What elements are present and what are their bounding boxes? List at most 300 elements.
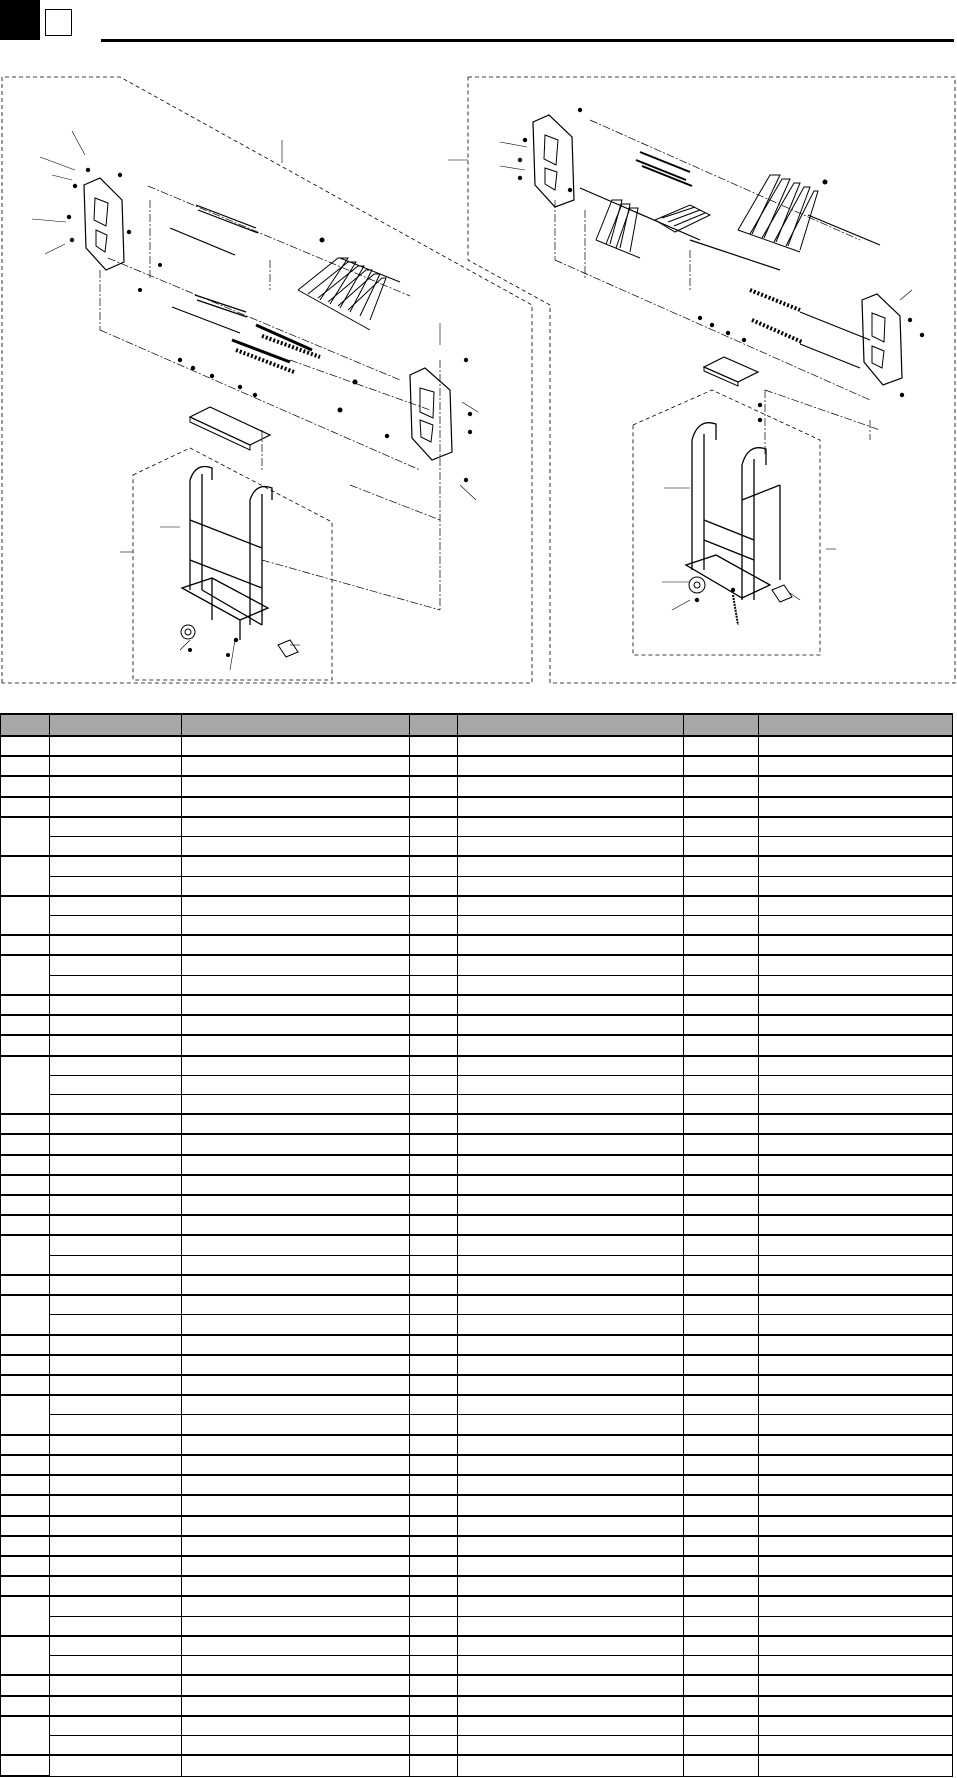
table-cell — [759, 1636, 953, 1656]
table-cell — [410, 1495, 458, 1515]
table-cell — [50, 1015, 182, 1035]
col-header-quantity — [410, 714, 458, 736]
right-side-plate — [410, 368, 452, 460]
table-cell — [410, 756, 458, 776]
table-cell — [458, 1576, 684, 1596]
table-cell — [410, 1735, 458, 1755]
table-cell — [182, 1616, 410, 1636]
item-cell — [1, 1195, 50, 1215]
right-assembly-lines — [555, 120, 880, 455]
item-cell — [1, 1375, 50, 1395]
left-guide-fingers — [298, 258, 400, 330]
table-cell — [684, 1636, 759, 1656]
table-cell — [458, 995, 684, 1015]
table-row — [1, 1295, 953, 1315]
table-cell — [684, 876, 759, 896]
item-cell — [1, 1155, 50, 1175]
item-cell — [1, 1475, 50, 1495]
table-cell — [458, 1035, 684, 1055]
table-cell — [410, 1616, 458, 1636]
table-cell — [50, 856, 182, 876]
item-cell — [1, 1355, 50, 1375]
item-cell — [1, 995, 50, 1015]
table-cell — [458, 776, 684, 796]
table-cell — [458, 837, 684, 857]
table-cell — [759, 975, 953, 995]
table-cell — [182, 975, 410, 995]
table-row — [1, 1275, 953, 1295]
table-cell — [684, 1435, 759, 1455]
table-cell — [182, 1275, 410, 1295]
table-cell — [50, 1315, 182, 1335]
table-cell — [410, 817, 458, 837]
table-cell — [759, 1275, 953, 1295]
table-cell — [410, 995, 458, 1015]
item-cell — [1, 1175, 50, 1195]
table-row — [1, 1195, 953, 1215]
table-cell — [458, 1675, 684, 1695]
right-casters — [689, 577, 792, 625]
table-row — [1, 1576, 953, 1596]
table-cell — [684, 1315, 759, 1335]
right-bracket-tray — [704, 357, 758, 386]
table-cell — [684, 1015, 759, 1035]
table-cell — [759, 1094, 953, 1114]
table-cell — [759, 1716, 953, 1736]
table-cell — [410, 1435, 458, 1455]
table-cell — [410, 1656, 458, 1676]
table-cell — [182, 1636, 410, 1656]
table-row — [1, 1094, 953, 1114]
table-cell — [50, 776, 182, 796]
table-row — [1, 1735, 953, 1755]
table-cell — [410, 1455, 458, 1475]
table-cell — [759, 817, 953, 837]
table-row — [1, 756, 953, 776]
table-cell — [50, 736, 182, 756]
table-cell — [50, 1035, 182, 1055]
table-cell — [684, 1475, 759, 1495]
table-cell — [759, 1616, 953, 1636]
table-cell — [50, 1455, 182, 1475]
table-cell — [50, 1114, 182, 1134]
table-row — [1, 1035, 953, 1055]
table-cell — [50, 1395, 182, 1415]
table-cell — [182, 1335, 410, 1355]
table-cell — [759, 876, 953, 896]
table-row — [1, 1455, 953, 1475]
col-header-part-number — [50, 714, 182, 736]
table-cell — [50, 1696, 182, 1716]
table-cell — [458, 1215, 684, 1235]
left-stand-zone — [133, 448, 332, 680]
table-cell — [458, 1355, 684, 1375]
table-cell — [182, 1395, 410, 1415]
table-cell — [759, 1375, 953, 1395]
right-top-rods — [636, 152, 692, 186]
item-cell — [1, 1755, 50, 1776]
table-row — [1, 776, 953, 796]
table-cell — [182, 1656, 410, 1676]
table-cell — [50, 817, 182, 837]
table-cell — [182, 876, 410, 896]
table-cell — [410, 837, 458, 857]
right-small-guide — [596, 200, 640, 258]
table-cell — [684, 1495, 759, 1515]
table-row — [1, 1315, 953, 1335]
table-cell — [759, 1576, 953, 1596]
table-cell — [182, 1716, 410, 1736]
table-cell — [50, 1475, 182, 1495]
table-cell — [410, 1235, 458, 1255]
table-cell — [410, 915, 458, 935]
table-cell — [458, 1295, 684, 1315]
left-shafts — [170, 205, 258, 333]
table-cell — [759, 1295, 953, 1315]
table-cell — [182, 736, 410, 756]
table-cell — [182, 1495, 410, 1515]
table-cell — [182, 1415, 410, 1435]
item-cell — [1, 1675, 50, 1695]
item-cell — [1, 1696, 50, 1716]
table-cell — [182, 1355, 410, 1375]
section-marker-black — [0, 0, 40, 40]
table-cell — [684, 756, 759, 776]
table-cell — [759, 1134, 953, 1154]
table-cell — [50, 1235, 182, 1255]
table-cell — [684, 1035, 759, 1055]
table-cell — [50, 1556, 182, 1576]
table-cell — [410, 1395, 458, 1415]
table-cell — [410, 1596, 458, 1616]
table-row — [1, 1235, 953, 1255]
table-cell — [458, 955, 684, 975]
table-cell — [684, 1375, 759, 1395]
table-row — [1, 1596, 953, 1616]
table-cell — [684, 1175, 759, 1195]
table-cell — [759, 1556, 953, 1576]
table-cell — [182, 1475, 410, 1495]
item-cell — [1, 1275, 50, 1295]
table-row — [1, 1375, 953, 1395]
table-cell — [50, 756, 182, 776]
table-cell — [684, 1094, 759, 1114]
item-cell — [1, 1215, 50, 1235]
table-cell — [458, 1335, 684, 1355]
table-cell — [182, 1035, 410, 1055]
table-cell — [458, 1094, 684, 1114]
table-cell — [410, 1175, 458, 1195]
table-cell — [458, 1656, 684, 1676]
table-cell — [50, 1495, 182, 1515]
right-roller-shafts — [750, 290, 870, 368]
table-cell — [684, 1056, 759, 1076]
table-cell — [182, 1315, 410, 1335]
table-row — [1, 1415, 953, 1435]
table-cell — [759, 1435, 953, 1455]
table-cell — [684, 1576, 759, 1596]
table-cell — [50, 1275, 182, 1295]
table-cell — [684, 1516, 759, 1536]
table-row — [1, 1556, 953, 1576]
table-cell — [458, 975, 684, 995]
item-cell — [1, 1455, 50, 1475]
item-cell — [1, 1556, 50, 1576]
table-cell — [50, 1716, 182, 1736]
table-row — [1, 1495, 953, 1515]
table-cell — [50, 1355, 182, 1375]
table-row — [1, 736, 953, 756]
table-cell — [684, 817, 759, 837]
item-cell — [1, 1716, 50, 1755]
table-cell — [458, 1395, 684, 1415]
table-cell — [182, 955, 410, 975]
right-left-side-plate — [533, 115, 574, 207]
table-cell — [182, 837, 410, 857]
table-cell — [684, 837, 759, 857]
table-cell — [684, 1395, 759, 1415]
table-cell — [410, 1375, 458, 1395]
table-cell — [50, 1155, 182, 1175]
table-cell — [182, 915, 410, 935]
table-cell — [458, 1056, 684, 1076]
table-cell — [684, 915, 759, 935]
table-cell — [759, 1215, 953, 1235]
table-cell — [50, 1134, 182, 1154]
table-cell — [458, 1275, 684, 1295]
table-cell — [410, 1636, 458, 1656]
table-cell — [182, 856, 410, 876]
item-cell — [1, 1536, 50, 1556]
table-cell — [410, 1075, 458, 1094]
table-cell — [410, 1536, 458, 1556]
table-row — [1, 1335, 953, 1355]
table-cell — [684, 1275, 759, 1295]
table-row — [1, 1656, 953, 1676]
table-cell — [182, 1155, 410, 1175]
table-cell — [182, 1696, 410, 1716]
table-cell — [50, 896, 182, 916]
table-cell — [182, 797, 410, 817]
table-cell — [458, 1435, 684, 1455]
table-cell — [759, 1315, 953, 1335]
table-cell — [410, 1035, 458, 1055]
table-cell — [684, 736, 759, 756]
right-stand-frame — [686, 423, 780, 600]
table-row — [1, 1395, 953, 1415]
table-cell — [50, 1435, 182, 1455]
table-cell — [684, 935, 759, 955]
table-cell — [458, 856, 684, 876]
table-cell — [759, 1114, 953, 1134]
table-cell — [410, 896, 458, 916]
table-cell — [182, 1094, 410, 1114]
table-row — [1, 1755, 953, 1776]
table-cell — [759, 1656, 953, 1676]
table-cell — [684, 1536, 759, 1556]
table-cell — [458, 1415, 684, 1435]
table-cell — [410, 1755, 458, 1776]
table-cell — [684, 1255, 759, 1275]
item-cell — [1, 935, 50, 955]
table-cell — [50, 1175, 182, 1195]
table-row — [1, 935, 953, 955]
table-row — [1, 1716, 953, 1736]
table-cell — [50, 1516, 182, 1536]
table-cell — [50, 1375, 182, 1395]
table-cell — [410, 1275, 458, 1295]
table-cell — [458, 1596, 684, 1616]
table-cell — [458, 915, 684, 935]
table-cell — [410, 856, 458, 876]
table-cell — [50, 876, 182, 896]
table-cell — [458, 1455, 684, 1475]
table-cell — [759, 995, 953, 1015]
table-row — [1, 1536, 953, 1556]
table-cell — [410, 797, 458, 817]
table-cell — [458, 1255, 684, 1275]
table-cell — [410, 1696, 458, 1716]
table-cell — [182, 1375, 410, 1395]
table-cell — [50, 1195, 182, 1215]
table-cell — [182, 1056, 410, 1076]
table-row — [1, 1255, 953, 1275]
table-cell — [410, 876, 458, 896]
header-rule — [101, 39, 954, 42]
table-cell — [410, 1056, 458, 1076]
table-cell — [182, 1435, 410, 1455]
item-cell — [1, 896, 50, 935]
table-cell — [458, 1616, 684, 1636]
table-cell — [684, 1355, 759, 1375]
table-cell — [50, 1056, 182, 1076]
table-cell — [410, 1155, 458, 1175]
table-cell — [759, 856, 953, 876]
item-cell — [1, 1516, 50, 1536]
table-cell — [182, 1175, 410, 1195]
table-cell — [759, 1235, 953, 1255]
table-cell — [458, 1556, 684, 1576]
table-row — [1, 797, 953, 817]
table-row — [1, 1616, 953, 1636]
table-cell — [410, 1355, 458, 1375]
item-cell — [1, 817, 50, 856]
table-row — [1, 1015, 953, 1035]
parts-list-table — [0, 713, 953, 1777]
table-cell — [684, 1335, 759, 1355]
table-row — [1, 1075, 953, 1094]
table-cell — [458, 1495, 684, 1515]
table-cell — [410, 1295, 458, 1315]
table-cell — [759, 1195, 953, 1215]
item-cell — [1, 1596, 50, 1635]
table-cell — [458, 736, 684, 756]
table-cell — [458, 1315, 684, 1335]
table-cell — [182, 1015, 410, 1035]
item-cell — [1, 797, 50, 817]
table-cell — [50, 1094, 182, 1114]
item-cell — [1, 1295, 50, 1334]
right-exploded-view — [448, 77, 955, 683]
table-cell — [50, 1415, 182, 1435]
table-cell — [684, 975, 759, 995]
table-cell — [759, 1475, 953, 1495]
item-cell — [1, 856, 50, 895]
table-cell — [50, 1295, 182, 1315]
table-cell — [182, 1596, 410, 1616]
table-cell — [50, 1576, 182, 1596]
table-cell — [458, 1175, 684, 1195]
left-assembly-lines — [100, 186, 440, 610]
table-cell — [182, 1195, 410, 1215]
table-cell — [410, 975, 458, 995]
table-cell — [50, 955, 182, 975]
table-row — [1, 1475, 953, 1495]
table-cell — [759, 797, 953, 817]
col-header-description-2 — [458, 714, 684, 736]
table-row — [1, 1134, 953, 1154]
table-cell — [458, 1475, 684, 1495]
table-cell — [182, 1255, 410, 1275]
table-cell — [410, 1114, 458, 1134]
table-cell — [684, 955, 759, 975]
table-cell — [458, 1716, 684, 1736]
table-cell — [759, 1596, 953, 1616]
table-cell — [50, 1596, 182, 1616]
table-cell — [50, 975, 182, 995]
table-cell — [50, 1656, 182, 1676]
table-row — [1, 1435, 953, 1455]
table-row — [1, 837, 953, 857]
table-cell — [684, 1675, 759, 1695]
left-exploded-view — [2, 77, 532, 683]
table-cell — [458, 1516, 684, 1536]
table-cell — [410, 776, 458, 796]
table-row — [1, 896, 953, 916]
right-comb — [655, 205, 710, 232]
table-cell — [684, 896, 759, 916]
section-marker-white — [45, 9, 72, 36]
table-row — [1, 1516, 953, 1536]
table-cell — [410, 1415, 458, 1435]
table-cell — [759, 955, 953, 975]
col-header-description — [182, 714, 410, 736]
table-cell — [50, 837, 182, 857]
item-cell — [1, 736, 50, 756]
table-cell — [759, 1495, 953, 1515]
table-cell — [458, 876, 684, 896]
table-cell — [182, 995, 410, 1015]
table-cell — [684, 776, 759, 796]
table-cell — [458, 1755, 684, 1776]
table-cell — [684, 1735, 759, 1755]
table-cell — [458, 935, 684, 955]
table-cell — [50, 1215, 182, 1235]
table-cell — [684, 1114, 759, 1134]
table-cell — [759, 1755, 953, 1776]
table-cell — [458, 1735, 684, 1755]
table-cell — [759, 1335, 953, 1355]
table-cell — [684, 995, 759, 1015]
right-view-boundary — [468, 77, 955, 683]
table-cell — [410, 1335, 458, 1355]
item-cell — [1, 1435, 50, 1455]
table-cell — [458, 797, 684, 817]
table-cell — [410, 1576, 458, 1596]
item-cell — [1, 776, 50, 796]
table-cell — [458, 1075, 684, 1094]
table-cell — [684, 1656, 759, 1676]
